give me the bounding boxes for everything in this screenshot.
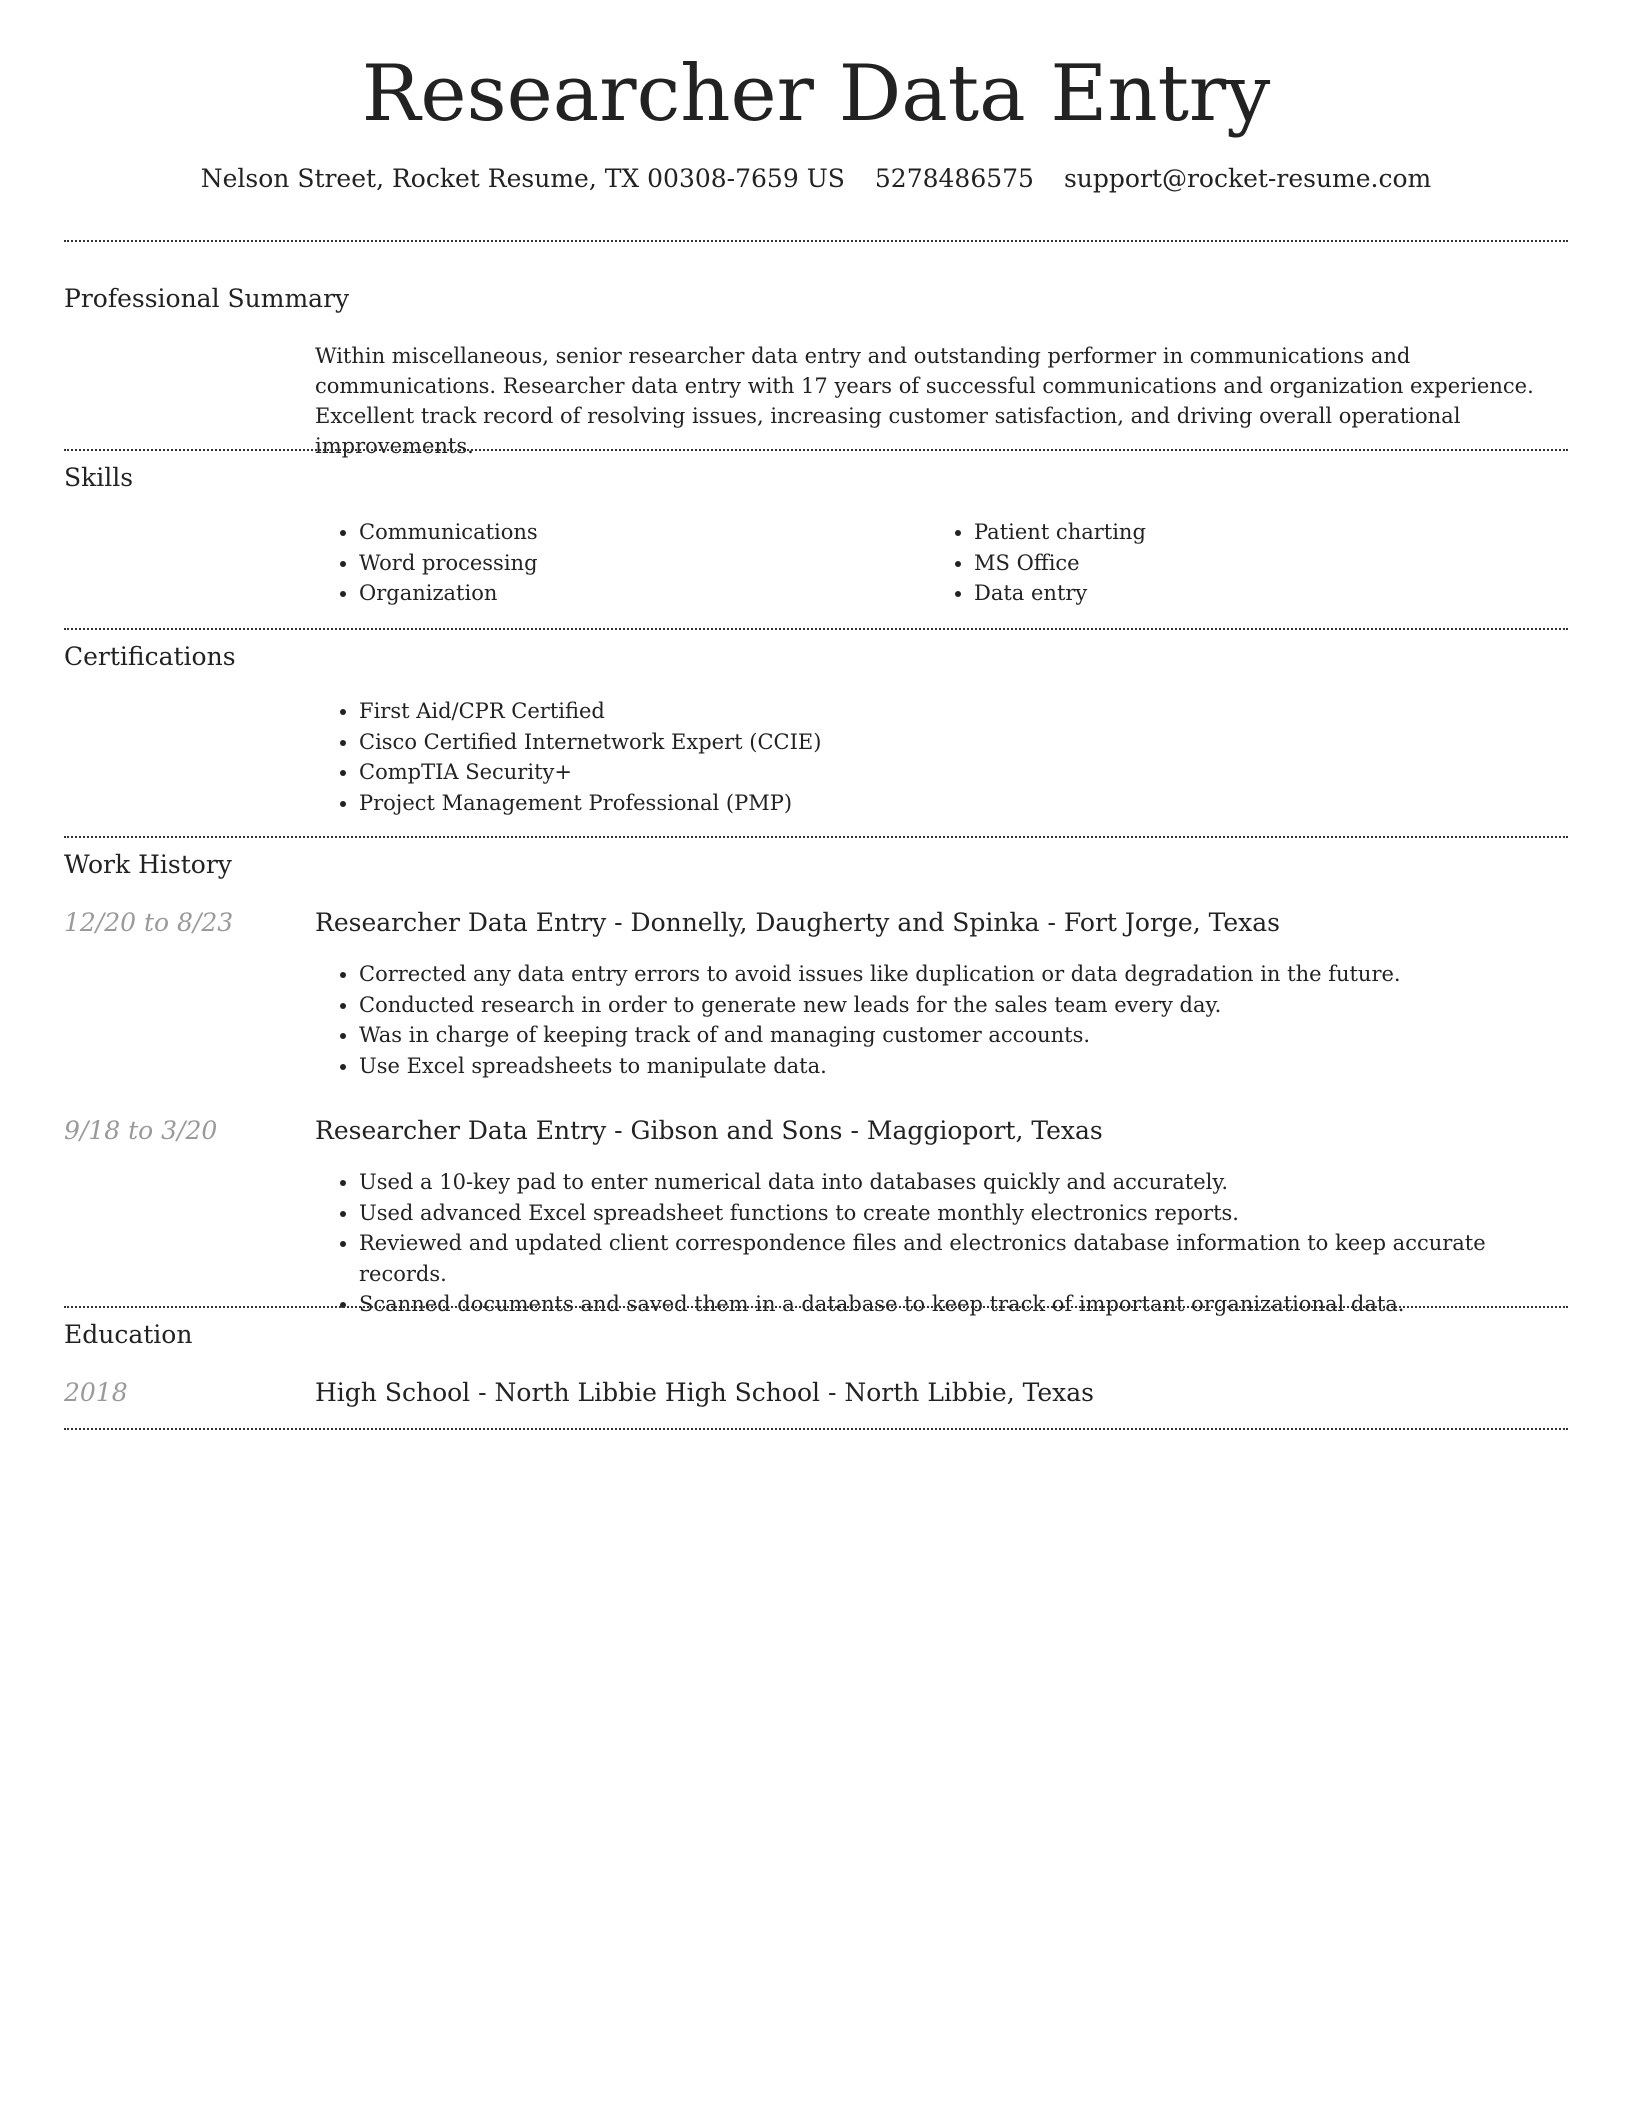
skill-item: • Data entry: [974, 578, 1545, 609]
email-text: support@rocket-resume.com: [1063, 163, 1432, 193]
certification-item: • Cisco Certified Internetwork Expert (CCIE): [359, 727, 1568, 758]
skills-list: [315, 517, 1568, 609]
address-text: Nelson Street, Rocket Resume, TX 00308-7659 US: [200, 163, 845, 193]
certification-item: • CompTIA Security+: [359, 757, 1568, 788]
skill-item: • MS Office: [974, 548, 1545, 579]
job-dates: 9/18 to 3/20: [64, 1116, 218, 1145]
skill-item: • Word processing: [359, 548, 930, 579]
section-divider: [64, 240, 1568, 242]
education-year: 2018: [64, 1378, 128, 1407]
section-divider: [64, 1306, 1568, 1308]
job-heading: Researcher Data Entry - Gibson and Sons - Maggioport, Texas: [315, 1116, 1103, 1145]
skill-item: • Communications: [359, 517, 930, 548]
job-duty-item: • Use Excel spreadsheets to manipulate data.: [359, 1051, 1568, 1082]
candidate-name: Researcher Data Entry: [361, 49, 1271, 139]
skill-item: • Patient charting: [974, 517, 1545, 548]
education-heading: High School - North Libbie High School - North Libbie, Texas: [315, 1378, 1094, 1407]
certification-item: • Project Management Professional (PMP): [359, 788, 1568, 819]
section-divider: [64, 1428, 1568, 1430]
job-duty-item: • Corrected any data entry errors to avoid issues like duplication or data degradation in the future.: [359, 959, 1568, 990]
section-divider: [64, 628, 1568, 630]
skills-section-title: Skills: [64, 463, 134, 492]
skills-column-2: [930, 517, 1545, 609]
skills-column-1: [315, 517, 930, 609]
job-duty-item: • Used advanced Excel spreadsheet functions to create monthly electronics reports.: [359, 1198, 1568, 1229]
summary-section-title: Professional Summary: [64, 284, 350, 313]
phone-text: 5278486575: [874, 163, 1034, 193]
skill-item: • Organization: [359, 578, 930, 609]
job-duty-item: • Reviewed and updated client correspondence files and electronics database information to keep accurate records.: [359, 1228, 1568, 1289]
job-dates: 12/20 to 8/23: [64, 908, 234, 937]
job-duties-list: [315, 959, 1568, 1081]
certifications-list: [315, 696, 1568, 818]
job-heading: Researcher Data Entry - Donnelly, Daugherty and Spinka - Fort Jorge, Texas: [315, 908, 1280, 937]
section-divider: [64, 836, 1568, 838]
contact-line: [64, 164, 1568, 194]
work-history-section-title: Work History: [64, 850, 232, 879]
job-duty-item: • Used a 10-key pad to enter numerical data into databases quickly and accurately.: [359, 1167, 1568, 1198]
job-duties-list: [315, 1167, 1568, 1320]
resume-header: [64, 48, 1568, 194]
education-section-title: Education: [64, 1320, 193, 1349]
job-duty-item: • Scanned documents and saved them in a database to keep track of important organizational data.: [359, 1289, 1568, 1320]
job-duty-item: • Was in charge of keeping track of and managing customer accounts.: [359, 1020, 1568, 1051]
job-duty-item: • Conducted research in order to generate new leads for the sales team every day.: [359, 990, 1568, 1021]
certifications-section-title: Certifications: [64, 642, 236, 671]
certification-item: • First Aid/CPR Certified: [359, 696, 1568, 727]
section-divider: [64, 449, 1568, 451]
summary-text: Within miscellaneous, senior researcher data entry and outstanding performer in communications and communications. Researcher data entry with 17 years of successful communications and organization experience. Excellent track record of resolving issues, increasing customer satisfaction, and driving overall operational improvements.: [315, 344, 1534, 458]
